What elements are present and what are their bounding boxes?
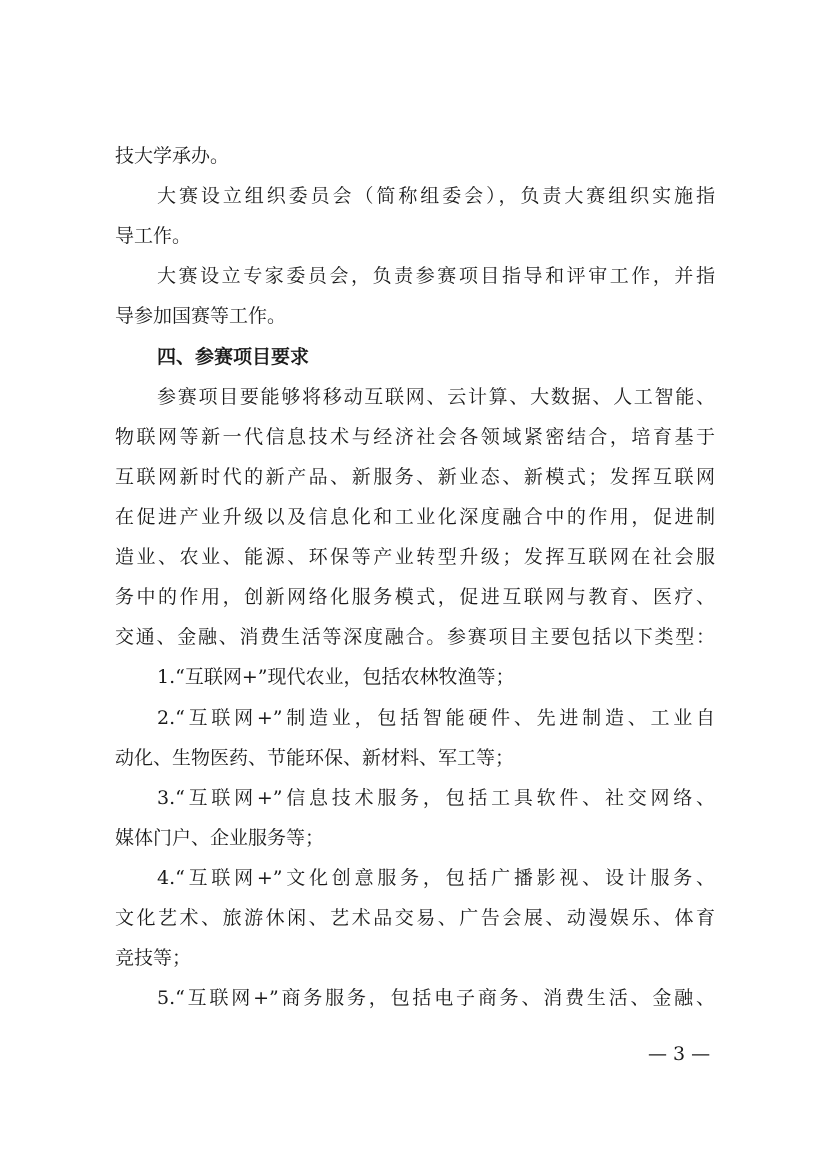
text-line: 务中的作用，创新网络化服务模式，促进互联网与教育、医疗、 xyxy=(115,586,715,608)
text-line: 物联网等新一代信息技术与经济社会各领域紧密结合，培育基于 xyxy=(115,426,715,448)
text-line: 技大学承办。 xyxy=(115,145,230,167)
list-item: 1.“互联网+”现代农业，包括农林牧渔等； xyxy=(157,666,515,688)
list-item: 4.“互联网+”文化创意服务，包括广播影视、设计服务、 xyxy=(157,867,715,889)
text-line: 在促进产业升级以及信息化和工业化深度融合中的作用，促进制 xyxy=(115,506,715,528)
page-number: — 3 — xyxy=(648,1043,711,1065)
list-item: 2.“互联网+”制造业，包括智能硬件、先进制造、工业自 xyxy=(157,707,715,729)
section-heading: 四、参赛项目要求 xyxy=(157,346,310,368)
text-line: 导工作。 xyxy=(115,225,192,247)
text-line: 动化、生物医药、节能环保、新材料、军工等； xyxy=(115,747,515,769)
list-item: 3.“互联网+”信息技术服务，包括工具软件、社交网络、 xyxy=(157,787,715,809)
text-line: 竞技等； xyxy=(115,947,192,969)
text-line: 交通、金融、消费生活等深度融合。参赛项目主要包括以下类型： xyxy=(115,626,715,648)
text-line: 大赛设立组织委员会（简称组委会），负责大赛组织实施指 xyxy=(157,185,715,207)
text-line: 大赛设立专家委员会，负责参赛项目指导和评审工作，并指 xyxy=(157,265,715,287)
text-line: 互联网新时代的新产品、新服务、新业态、新模式；发挥互联网 xyxy=(115,466,715,488)
text-line: 文化艺术、旅游休闲、艺术品交易、广告会展、动漫娱乐、体育 xyxy=(115,907,715,929)
list-item: 5.“互联网+”商务服务，包括电子商务、消费生活、金融、 xyxy=(157,987,715,1009)
text-line: 造业、农业、能源、环保等产业转型升级；发挥互联网在社会服 xyxy=(115,546,715,568)
text-line: 导参加国赛等工作。 xyxy=(115,305,287,327)
text-line: 媒体门户、企业服务等； xyxy=(115,827,325,849)
text-line: 参赛项目要能够将移动互联网、云计算、大数据、人工智能、 xyxy=(157,386,715,408)
